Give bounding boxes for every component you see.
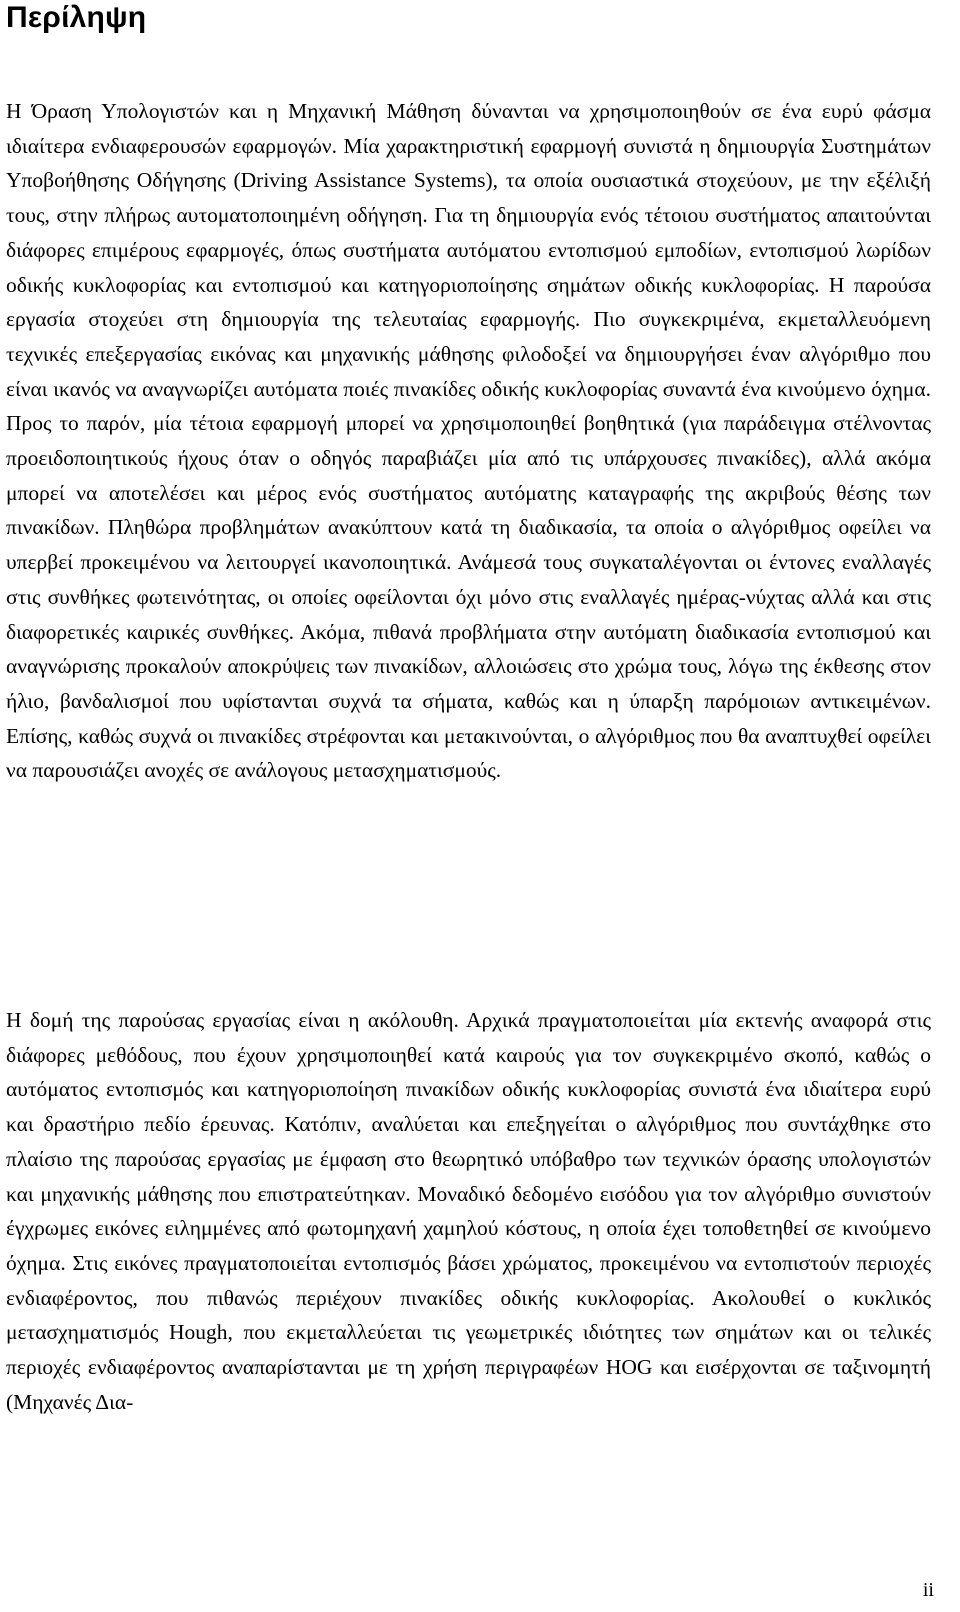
page-number: ii [922,1579,934,1601]
section-heading: Περίληψη [6,1,147,34]
abstract-paragraph-1: Η Όραση Υπολογιστών και η Μηχανική Μάθηση δύνανται να χρησιμοποιηθούν σε ένα ευρύ φάσμα ιδιαίτερα ενδιαφερουσών εφαρμογών. Μία χαρακτηριστική εφαρμογή συνιστά η δημιουργία Συστημάτων Υποβοήθησης Οδήγησης (Driving Assistance Systems), τα οποία ουσιαστικά στοχεύουν, με την εξέλιξή τους, στην πλήρως αυτοματοποιημένη οδήγηση. Για τη δημιουργία ενός τέτοιου συστήματος απαιτούνται διάφορες επιμέρους εφαρμογές, όπως συστήματα αυτόματου εντοπισμού εμποδίων, εντοπισμού λωρίδων οδικής κυκλοφορίας και εντοπισμού και κατηγοριοποίησης σημάτων οδικής κυκλοφορίας. Η παρούσα εργασία στοχεύει στη δημιουργία της τελευταίας εφαρμογής. Πιο συγκεκριμένα, εκμεταλλευόμενη τεχνικές επεξεργασίας εικόνας και μηχανικής μάθησης φιλοδοξεί να δημιουργήσει έναν αλγόριθμο που είναι ικανός να αναγνωρίζει αυτόματα ποιές πινακίδες οδικής κυκλοφορίας συναντά ένα κινούμενο όχημα. Προς το παρόν, μία τέτοια εφαρμογή μπορεί να χρησιμοποιηθεί βοηθητικά (για παράδειγμα στέλνοντας προειδοποιητικούς ήχους όταν ο οδηγός παραβιάζει μία από τις υπάρχουσες πινακίδες), αλλά ακόμα μπορεί να αποτελέσει και μέρος ενός συστήματος αυτόματης καταγραφής της ακριβούς θέσης των πινακίδων. Πληθώρα προβλημάτων ανακύπτουν κατά τη διαδικασία, τα οποία ο αλγόριθμος οφείλει να υπερβεί προκειμένου να λειτουργεί ικανοποιητικά. Ανάμεσά τους συγκαταλέγονται οι έντονες εναλλαγές στις συνθήκες φωτεινότητας, οι οποίες οφείλονται όχι μόνο στις εναλλαγές ημέρας-νύχτας αλλά και στις διαφορετικές καιρικές συνθήκες. Ακόμα, πιθανά προβλήματα στην αυτόματη διαδικασία εντοπισμού και αναγνώρισης προκαλούν αποκρύψεις των πινακίδων, αλλοιώσεις στο χρώμα τους, λόγω της έκθεσης στον ήλιο, βανδαλισμοί που υφίστανται συχνά τα σήματα, καθώς και η ύπαρξη παρόμοιων αντικειμένων. Επίσης, καθώς συχνά οι πινακίδες στρέφονται και μετακινούνται, ο αλγόριθμος που θα αναπτυχθεί οφείλει να παρουσιάζει ανοχές σε ανάλογους μετασχηματισμούς. [6,99,931,783]
abstract-paragraph-2: Η δομή της παρούσας εργασίας είναι η ακόλουθη. Αρχικά πραγματοποιείται μία εκτενής αναφορά στις διάφορες μεθόδους, που έχουν χρησιμοποιηθεί κατά καιρούς για τον συγκεκριμένο σκοπό, καθώς ο αυτόματος εντοπισμός και κατηγοριοποίηση πινακίδων οδικής κυκλοφορίας συνιστά ένα ιδιαίτερα ευρύ και δραστήριο πεδίο έρευνας. Κατόπιν, αναλύεται και επεξηγείται ο αλγόριθμος που συντάχθηκε στο πλαίσιο της παρούσας εργασίας με έμφαση στο θεωρητικό υπόβαθρο των τεχνικών όρασης υπολογιστών και μηχανικής μάθησης που επιστρατεύτηκαν. Μοναδικό δεδομένο εισόδου για τον αλγόριθμο συνιστούν έγχρωμες εικόνες ειλημμένες από φωτομηχανή χαμηλού κόστους, η οποία έχει τοποθετηθεί σε κινούμενο όχημα. Στις εικόνες πραγματοποιείται εντοπισμός βάσει χρώματος, προκειμένου να εντοπιστούν περιοχές ενδιαφέροντος, που πιθανώς περιέχουν πινακίδες οδικής κυκλοφορίας. Ακολουθεί ο κυκλικός μετασχηματισμός Hough, που εκμεταλλεύεται τις γεωμετρικές ιδιότητες των σημάτων και οι τελικές περιοχές ενδιαφέροντος αναπαρίστανται με τη χρήση περιγραφέων HOG και εισέρχονται σε ταξινομητή (Μηχανές Δια- [6,1008,931,1414]
